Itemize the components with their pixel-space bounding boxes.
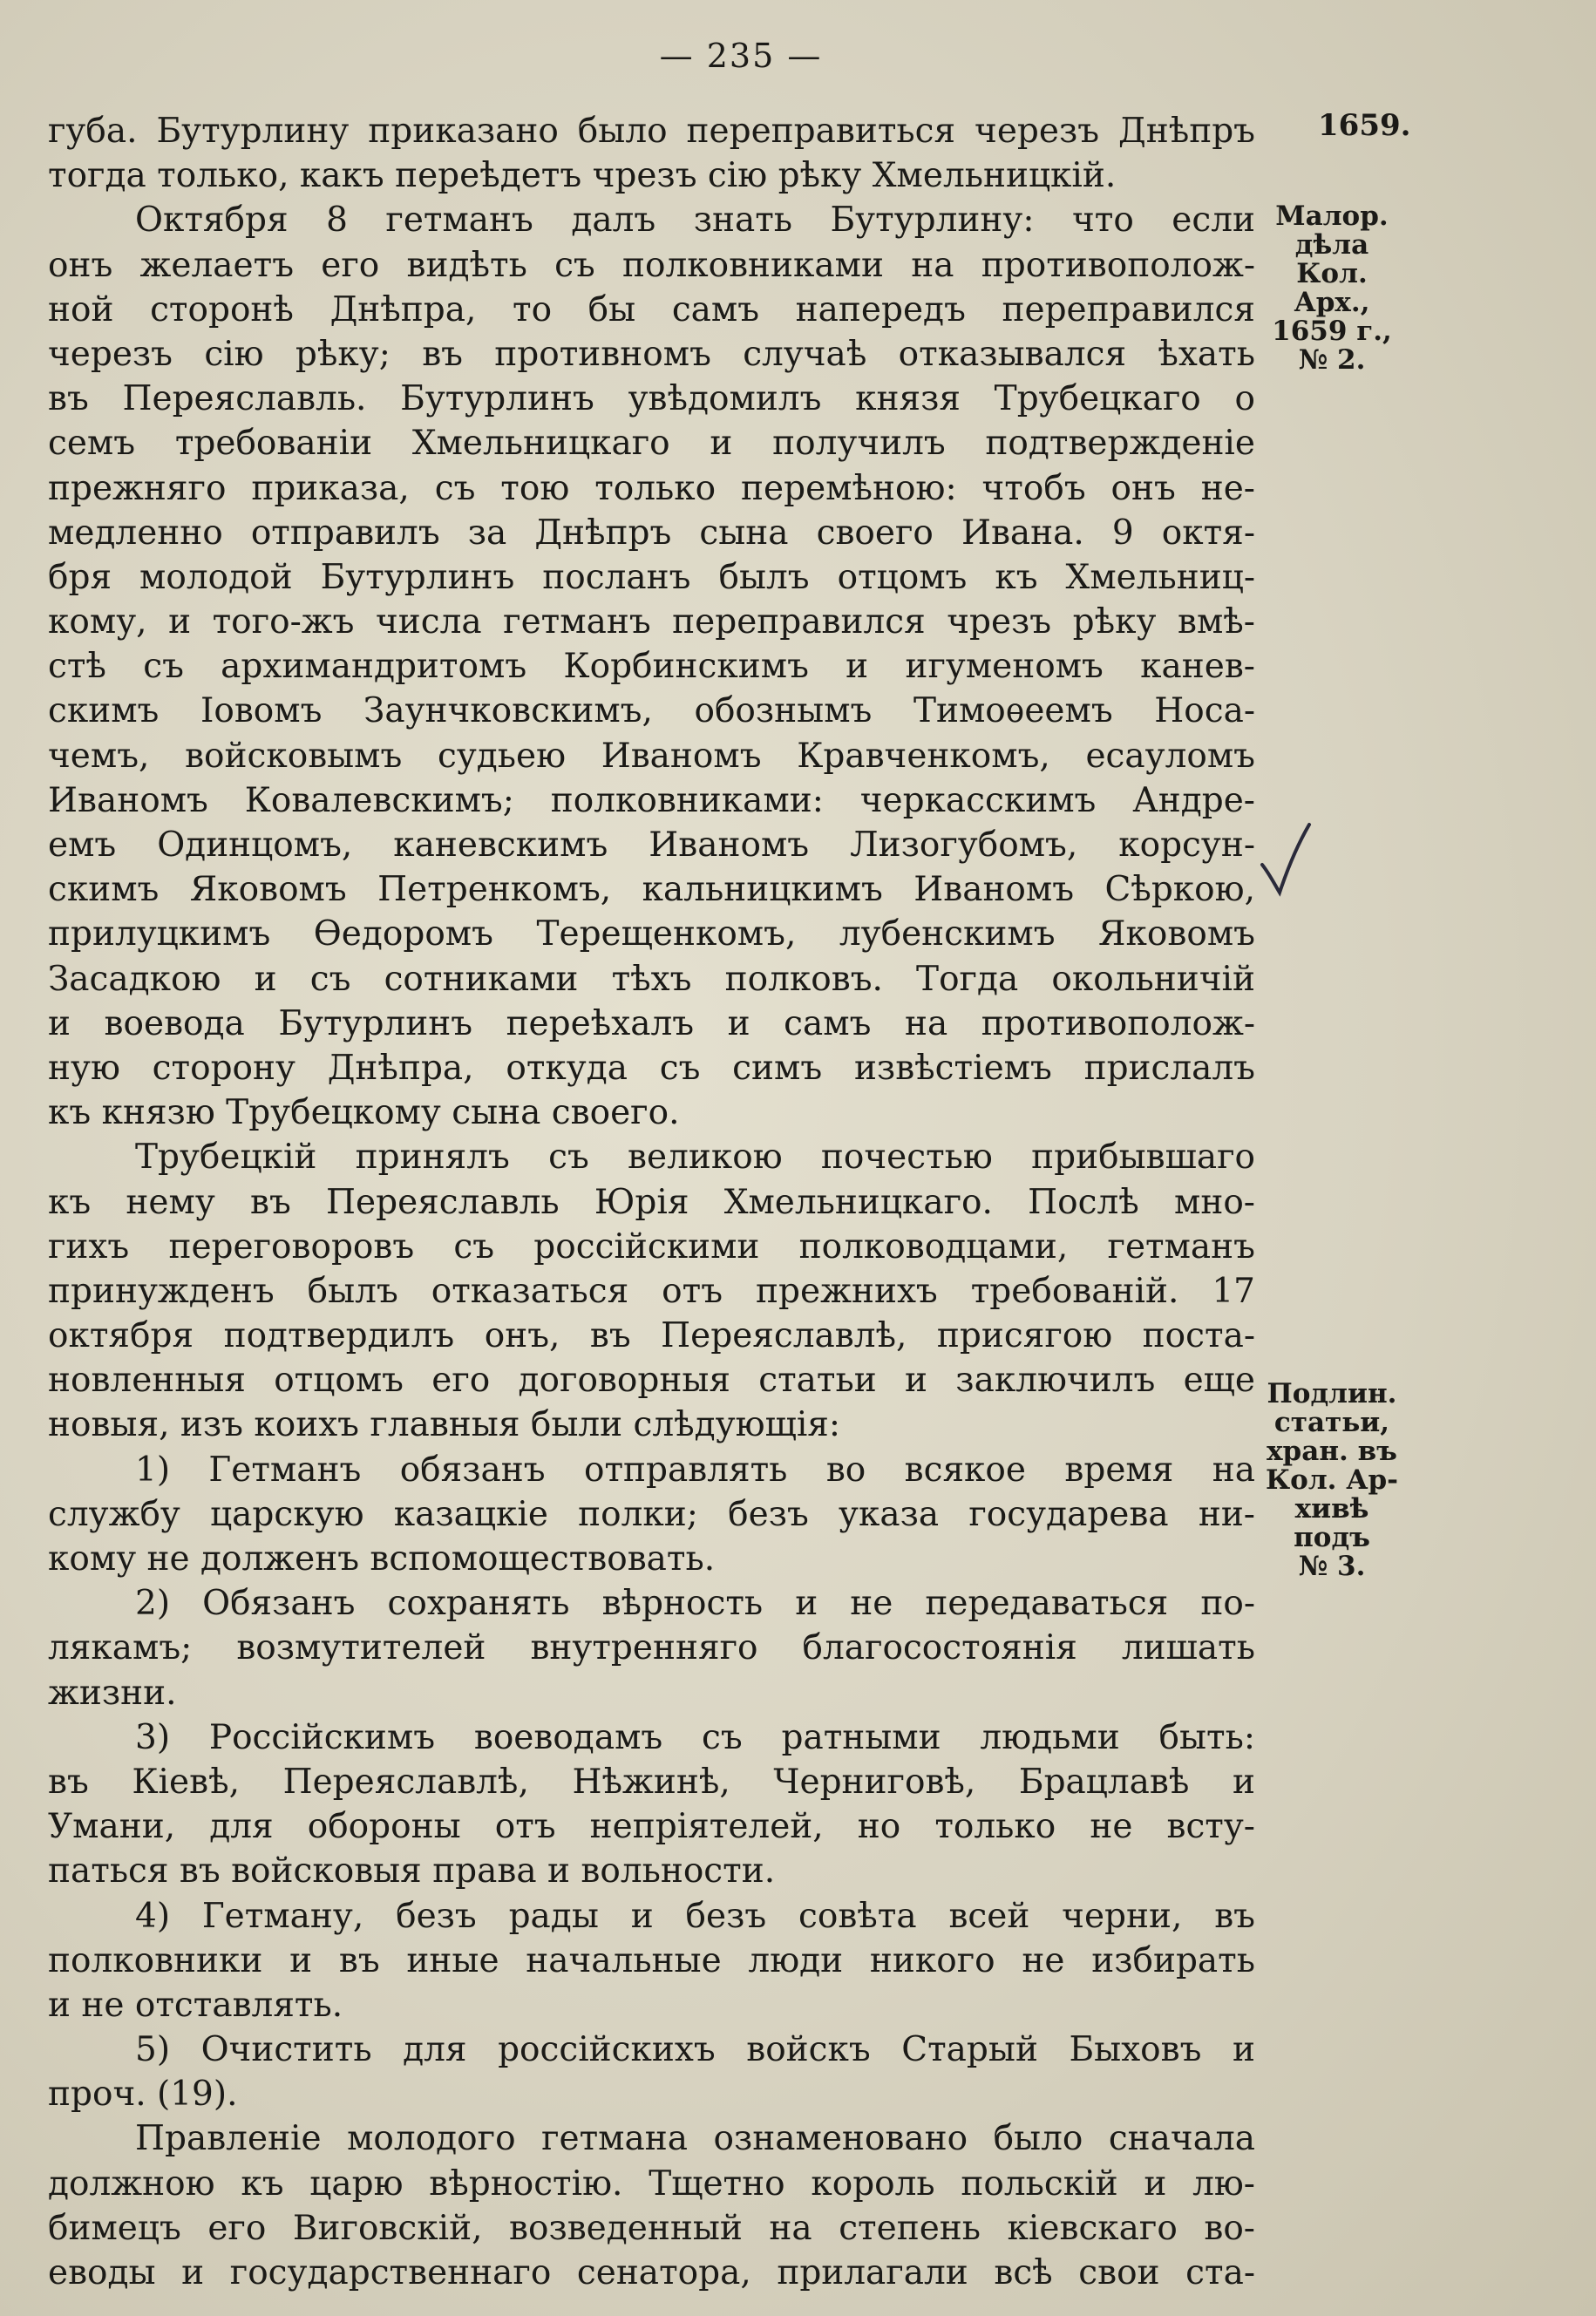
text-line: лякамъ; возмутителей внутренняго благосостоянія лишать [48,1628,1255,1668]
text-line: Октября 8 гетманъ далъ знать Бутурлину: что если [135,200,1255,241]
text-line: службу царскую казацкіе полки; безъ указа государева ни- [48,1494,1255,1534]
text-line: и воевода Бутурлинъ переѣхалъ и самъ на противополож- [48,1003,1255,1043]
text-line: кому не долженъ вспомоществовать. [48,1539,716,1579]
text-line: черезъ сію рѣку; въ противномъ случаѣ отказывался ѣхать [48,334,1255,374]
margin-note-line: 1659 г., [1272,316,1392,347]
margin-note-line: № 2. [1298,344,1366,376]
text-line: медленно отправилъ за Днѣпръ сына своего Ивана. 9 октя- [48,513,1255,553]
text-line: къ князю Трубецкому сына своего. [48,1093,680,1133]
text-line: въ Переяславль. Бутурлинъ увѣдомилъ князя Трубецкаго о [48,379,1255,419]
text-line: прилуцкимъ Ѳедоромъ Терещенкомъ, лубенскимъ Яковомъ [48,914,1255,954]
text-line: въ Кіевѣ, Переяславлѣ, Нѣжинѣ, Черниговѣ, Брацлавѣ и [48,1762,1255,1802]
margin-note-original-articles [1262,1380,1402,1581]
text-line: чемъ, войсковымъ судьею Иваномъ Кравченкомъ, есауломъ [48,736,1255,776]
text-line: 2) Обязанъ сохранять вѣрность и не передаваться по- [135,1584,1255,1624]
text-line: губа. Бутурлину приказано было переправиться черезъ Днѣпръ [48,112,1255,151]
text-line: тогда только, какъ переѣдетъ чрезъ сію рѣку Хмельницкій. [48,156,1117,196]
margin-note-line: Малор. [1275,200,1389,232]
text-line: Трубецкій принялъ съ великою почестью прибывшаго [135,1138,1255,1178]
margin-year: 1659. [1318,108,1411,143]
margin-note-line: статьи, [1273,1407,1390,1438]
margin-note-archive-1659 [1262,202,1402,375]
text-line: новыя, изъ коихъ главныя были слѣдующія: [48,1405,841,1445]
text-line: еводы и государственнаго сенатора, прилагали всѣ свои ста- [48,2253,1255,2292]
text-line: полковники и въ иные начальные люди никого не избирать [48,1940,1255,1980]
text-line: ную сторону Днѣпра, откуда съ симъ извѣстіемъ прислалъ [48,1048,1255,1088]
margin-note-line: подъ [1294,1522,1370,1553]
text-line: ной сторонѣ Днѣпра, то бы самъ напередъ переправился [48,289,1255,329]
body-text [48,109,1255,2295]
text-line: должною къ царю вѣрностію. Тщетно король польскій и лю- [48,2163,1255,2204]
text-line: Правленіе молодого гетмана ознаменовано было сначала [135,2119,1255,2159]
page-number: — 235 — [659,37,823,75]
margin-note-line: Кол. Ар- [1265,1464,1399,1496]
text-line: гихъ переговоровъ съ россійскими полководцами, гетманъ [48,1226,1255,1267]
text-line: къ нему въ Переяславль Юрія Хмельницкаго. Послѣ мно- [48,1182,1255,1222]
text-line: прежняго приказа, съ тою только перемѣною: чтобъ онъ не- [48,468,1255,508]
margin-note-line: Подлин. [1267,1378,1397,1409]
margin-note-line: хран. въ [1267,1436,1397,1467]
text-line: проч. (19). [48,2075,238,2115]
text-line: скимъ Яковомъ Петренкомъ, кальницкимъ Иваномъ Сѣркою, [48,870,1255,910]
text-line: 5) Очистить для россійскихъ войскъ Старый Быховъ и [135,2030,1255,2070]
text-line: семъ требованіи Хмельницкаго и получилъ подтвержденіе [48,424,1255,464]
text-line: Засадкою и съ сотниками тѣхъ полковъ. Тогда окольничій [48,959,1255,999]
text-line: и не отставлять. [48,1985,343,2025]
text-line: онъ желаетъ его видѣть съ полковниками на противополож- [48,245,1255,285]
text-line: жизни. [48,1673,177,1713]
margin-note-line: хивѣ [1294,1493,1369,1525]
pencil-checkmark-icon [1255,819,1316,898]
text-line: бимецъ его Виговскій, возведенный на степень кіевскаго во- [48,2208,1255,2248]
text-line: паться въ войсковыя права и вольности. [48,1851,776,1892]
text-line: 1) Гетманъ обязанъ отправлять во всякое время на [135,1450,1255,1490]
margin-note-line: № 3. [1298,1551,1366,1582]
text-line: новленныя отцомъ его договорныя статьи и заключилъ еще [48,1361,1255,1401]
text-line: емъ Одинцомъ, каневскимъ Иваномъ Лизогубомъ, корсун- [48,825,1255,865]
text-line: октября подтвердилъ онъ, въ Переяславлѣ, присягою поста- [48,1316,1255,1356]
text-line: кому, и того-жъ числа гетманъ переправился чрезъ рѣку вмѣ- [48,602,1255,642]
text-line: бря молодой Бутурлинъ посланъ былъ отцомъ къ Хмельниц- [48,557,1255,597]
text-line: Умани, для обороны отъ непріятелей, но только не всту- [48,1807,1255,1847]
text-line: скимъ Іовомъ Заунчковскимъ, обознымъ Тимоѳеемъ Носа- [48,691,1255,731]
text-line: Иваномъ Ковалевскимъ; полковниками: черкасскимъ Андре- [48,780,1255,820]
text-line: принужденъ былъ отказаться отъ прежнихъ требованій. 17 [48,1271,1255,1311]
text-line: 3) Россійскимъ воеводамъ съ ратными людьми быть: [135,1717,1255,1757]
text-line: 4) Гетману, безъ рады и безъ совѣта всей черни, въ [135,1896,1255,1936]
text-line: стѣ съ архимандритомъ Корбинскимъ и игуменомъ канев- [48,647,1255,687]
margin-note-line: дѣла [1294,229,1369,261]
margin-note-line: Кол. Арх., [1294,258,1370,318]
